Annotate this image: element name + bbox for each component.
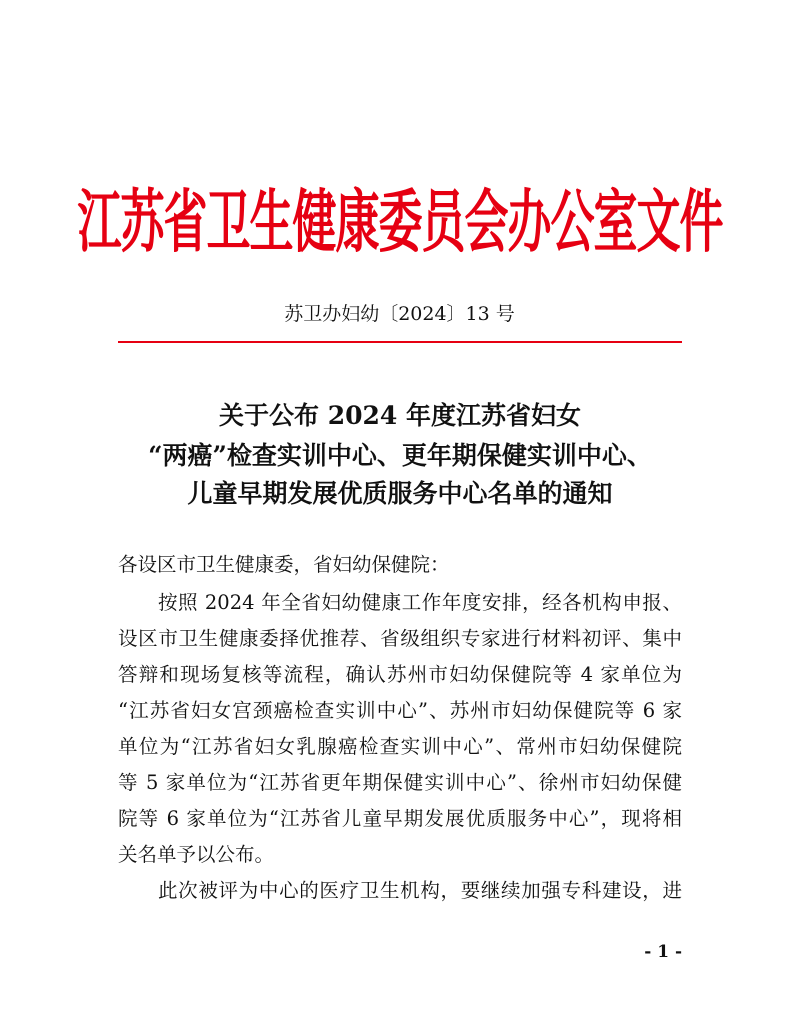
body-paragraph-line: 关名单予以公布。 [118, 843, 275, 866]
body-paragraph-line: 按照 2024 年全省妇幼健康工作年度安排，经各机构申报、 [158, 591, 682, 614]
body-paragraph-line: 答辩和现场复核等流程，确认苏州市妇幼保健院等 4 家单位为 [118, 663, 682, 686]
addressee: 各设区市卫生健康委，省妇幼保健院： [118, 553, 450, 576]
notice-title-line-2: “两癌”检查实训中心、更年期保健实训中心、 [148, 441, 652, 470]
notice-title-line-3: 儿童早期发展优质服务中心名单的通知 [187, 479, 613, 508]
page-number: - 1 - [644, 942, 682, 962]
masthead-title: 江苏省卫生健康委员会办公室文件 [77, 183, 723, 263]
document-number: 苏卫办妇幼〔2024〕13 号 [284, 303, 515, 325]
notice-title-line-1: 关于公布 2024 年度江苏省妇女 [219, 401, 581, 430]
body-paragraph-line: 院等 6 家单位为“江苏省儿童早期发展优质服务中心”，现将相 [118, 807, 682, 830]
body-paragraph-line: 此次被评为中心的医疗卫生机构，要继续加强专科建设，进 [158, 879, 682, 902]
body-paragraph-line: 等 5 家单位为“江苏省更年期保健实训中心”、徐州市妇幼保健 [118, 771, 682, 794]
document-masthead [77, 176, 723, 272]
body-paragraph-line: “江苏省妇女宫颈癌检查实训中心”、苏州市妇幼保健院等 6 家 [118, 699, 682, 722]
body-paragraph-line: 设区市卫生健康委择优推荐、省级组织专家进行材料初评、集中 [118, 627, 682, 650]
body-paragraph-line: 单位为“江苏省妇女乳腺癌检查实训中心”、常州市妇幼保健院 [118, 735, 682, 758]
red-divider-line [118, 341, 682, 343]
